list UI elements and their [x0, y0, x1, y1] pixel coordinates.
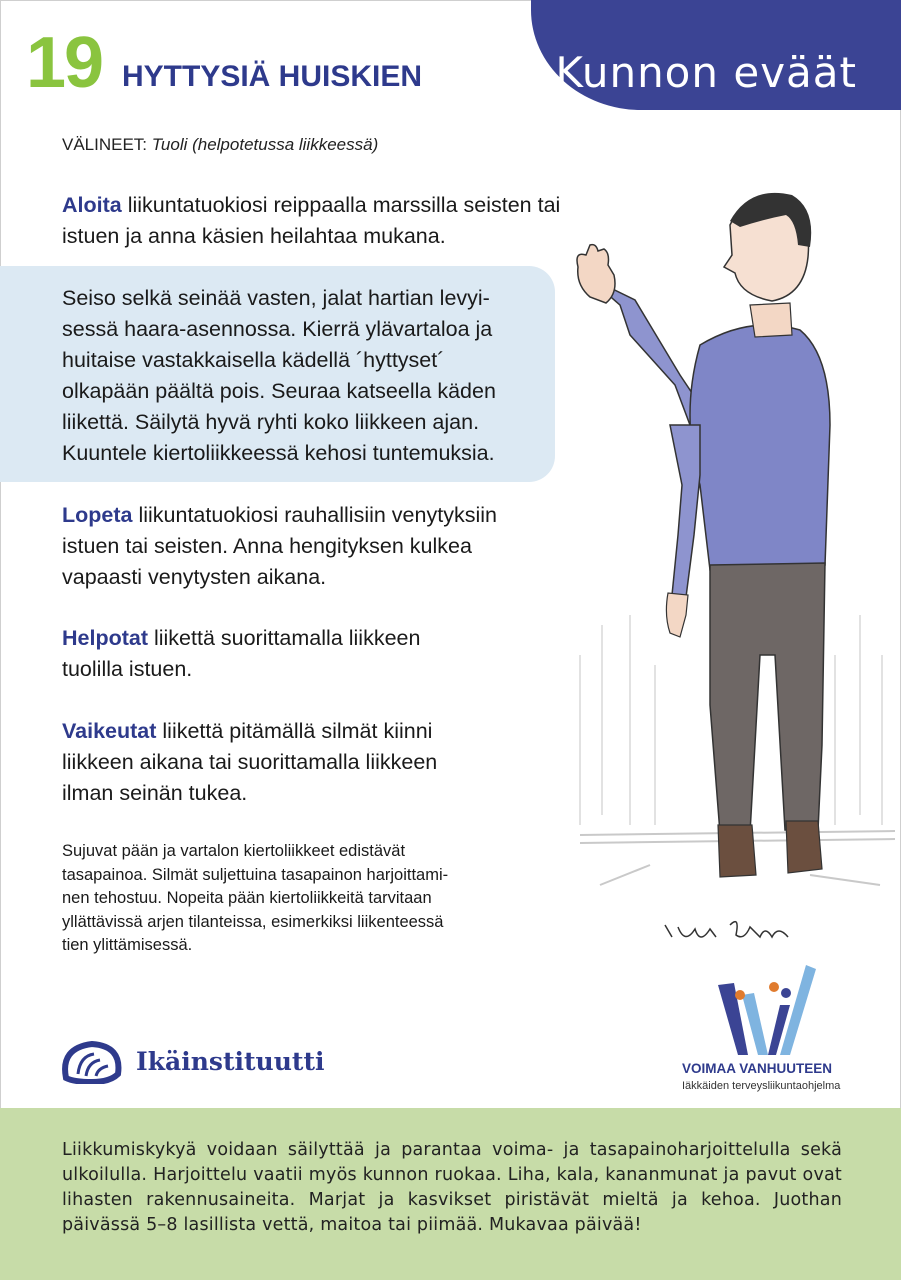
voimaa-vanhuuteen-logo	[676, 965, 876, 1100]
vv-subtitle: Iäkkäiden terveysliikuntaohjelma	[682, 1080, 841, 1092]
exercise-number: 19	[26, 23, 103, 103]
right-shoe	[786, 821, 822, 873]
footer-text: Liikkumiskykyä voidaan säilyttää ja parantaa voima- ja tasapainoharjoittelulla sekä ulkoilulla. Harjoittelu vaatii myös kunnon ruokaa. Liha, kala, kananmunat ja pavut ovat lihasten rakennusaineita. Marjat ja kasvikset piristävät mieltä ja kehoa. Juothan päivässä 5–8 lasillista vettä, maitoa tai piimää. Mukavaa päivää!	[62, 1140, 842, 1235]
vv-name: VOIMAA VANHUUTEEN	[682, 1061, 833, 1076]
instruction-line: Kuuntele kiertoliikkeessä kehosi tuntemuksia.	[62, 441, 495, 465]
ikainstituutti-name: Ikäinstituutti	[136, 1046, 325, 1076]
harder-line-3: ilman seinän tukea.	[62, 781, 248, 805]
hand-icon	[577, 245, 615, 303]
end-paragraph	[62, 500, 497, 593]
series-tab	[531, 0, 901, 110]
torso	[690, 325, 830, 570]
lower-hand	[666, 593, 688, 637]
harder-paragraph	[62, 716, 437, 809]
end-line-2: istuen tai seisten. Anna hengityksen kulkea	[62, 534, 472, 558]
instruction-line: Seiso selkä seinää vasten, jalat hartian levyi-	[62, 286, 490, 310]
artist-signature	[665, 922, 788, 937]
exercise-title: HYTTYSIÄ HUISKIEN	[122, 60, 423, 93]
voimaa-vanhuuteen-icon	[676, 965, 876, 1060]
footer-band	[0, 1108, 901, 1280]
harder-line-2: liikkeen aikana tai suorittamalla liikkeen	[62, 750, 438, 774]
instruction-line: sessä haara-asennossa. Kierrä ylävartaloa ja	[62, 317, 493, 341]
harder-keyword: Vaikeutat	[62, 719, 157, 743]
exercise-illustration	[560, 185, 900, 965]
end-keyword: Lopeta	[62, 503, 133, 527]
equipment-value: Tuoli (helpotetussa liikkeessä)	[151, 135, 379, 154]
lower-arm	[670, 425, 700, 597]
neck	[750, 303, 792, 337]
easier-paragraph	[62, 623, 420, 685]
info-line: tasapainoa. Silmät suljettuina tasapainon harjoittami-	[62, 865, 449, 884]
equipment-line	[62, 135, 378, 155]
start-line-1: liikuntatuokiosi reippaalla marssilla seisten tai	[121, 193, 561, 217]
instruction-line: liikettä. Säilytä hyvä ryhti koko liikkeen ajan.	[62, 410, 480, 434]
equipment-label: VÄLINEET:	[62, 135, 148, 154]
info-line: yllättävissä arjen tilanteissa, esimerkiksi liikenteessä	[62, 912, 444, 931]
instruction-paragraph	[62, 283, 496, 469]
instruction-line: olkapään päältä pois. Seuraa katseella käden	[62, 379, 496, 403]
end-line-1: liikuntatuokiosi rauhallisiin venytyksiin	[132, 503, 497, 527]
end-line-3: vapaasti venytysten aikana.	[62, 565, 327, 589]
start-paragraph	[62, 190, 560, 252]
instruction-line: huitaise vastakkaisella kädellä ´hyttyset´	[62, 348, 445, 372]
info-paragraph	[62, 840, 532, 958]
easier-line-2: tuolilla istuen.	[62, 657, 193, 681]
easier-line-1: liikettä suorittamalla liikkeen	[148, 626, 421, 650]
left-shoe	[718, 825, 756, 877]
start-keyword: Aloita	[62, 193, 122, 217]
harder-line-1: liikettä pitämällä silmät kiinni	[156, 719, 433, 743]
easier-keyword: Helpotat	[62, 626, 148, 650]
ikainstituutti-logo	[60, 1038, 325, 1084]
ikainstituutti-icon	[60, 1038, 124, 1084]
trousers	[710, 563, 825, 833]
info-line: tien ylittämisessä.	[62, 936, 193, 954]
start-line-2: istuen ja anna käsien heilahtaa mukana.	[62, 224, 446, 248]
series-title: Kunnon eväät	[555, 48, 857, 97]
info-line: nen tehostuu. Nopeita pään kiertoliikkeitä tarvitaan	[62, 889, 432, 907]
info-line: Sujuvat pään ja vartalon kiertoliikkeet edistävät	[62, 842, 406, 860]
